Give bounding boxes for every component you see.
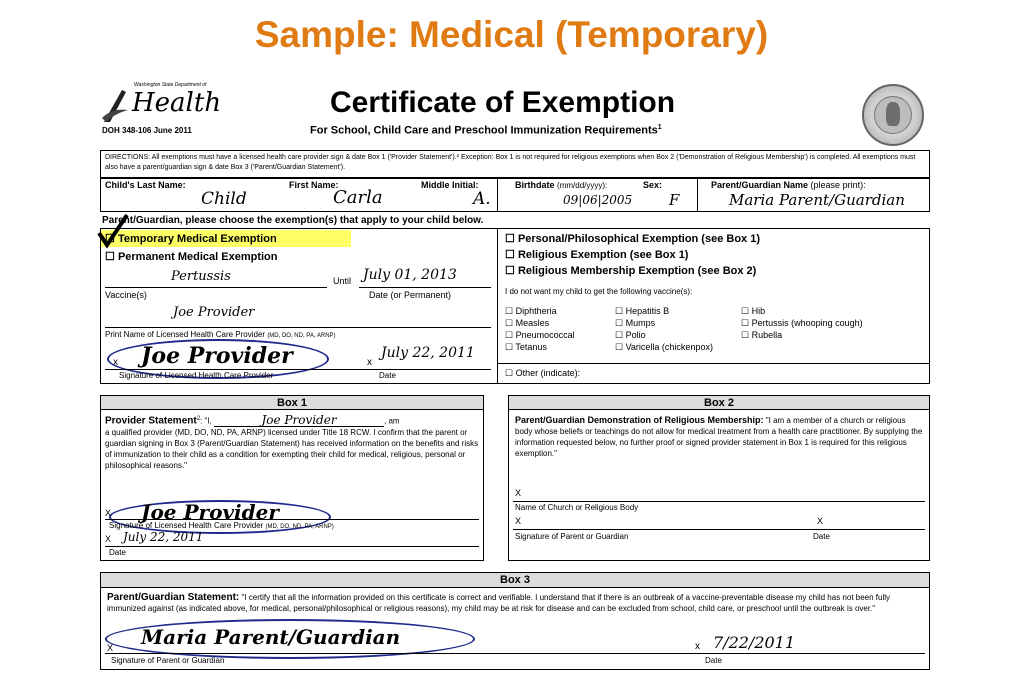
vaccine-label: Rubella	[751, 330, 783, 340]
box3-signature-label: Signature of Parent or Guardian	[111, 656, 225, 665]
checkbox-icon: ☐	[105, 251, 115, 263]
birthdate-label-text: Birthdate	[515, 180, 555, 190]
box3-signature-line	[105, 653, 925, 654]
checkbox-icon: ☐	[615, 318, 626, 328]
box3-date-label: Date	[705, 656, 722, 665]
signature-line	[105, 369, 491, 370]
logo-dept: Washington State Department of	[134, 82, 207, 88]
vaccine-line	[105, 287, 327, 288]
middle-initial-value: A.	[473, 189, 491, 209]
signature-date-label: Date	[379, 371, 396, 380]
box-2-statement	[515, 415, 925, 459]
box-3-title: Box 3	[101, 573, 929, 588]
until-line	[359, 287, 491, 288]
health-logo	[100, 80, 250, 140]
vaccine-label: Pneumococcal	[515, 330, 575, 340]
birthdate-format: (mm/dd/yyyy):	[557, 181, 608, 190]
vaccine-option-pertussis[interactable]	[741, 317, 863, 329]
religious-membership-heading: Parent/Guardian Demonstration of Religious Membership:	[515, 415, 764, 425]
checkbox-icon: ☐	[505, 318, 516, 328]
checkbox-icon: ☐	[615, 306, 626, 316]
box-3	[100, 572, 930, 670]
parent-statement-body: "I certify that all the information provided on this certificate is correct and verifiable. I understand that if there is an outbreak of a vaccine-preventable disease my child has not been fully immunized against (as indicated above, for medical, personal/philosophical or religious reasons), my child may be at risk for disease and can be excluded from school, child care, or preschool until the outbreak is over."	[107, 593, 891, 613]
other-option[interactable]	[505, 367, 580, 379]
birthdate-divider	[497, 179, 498, 211]
box1-signature-label	[109, 521, 334, 530]
box3-signature: Maria Parent/Guardian	[141, 625, 401, 649]
logo-code: DOH 348-106 June 2011	[102, 126, 192, 135]
personal-exemption-label: Personal/Philosophical Exemption (see Box 1)	[517, 233, 761, 245]
vaccine-option-varicella[interactable]	[615, 341, 713, 353]
box-2-title: Box 2	[509, 396, 929, 410]
vaccine-option-hib[interactable]	[741, 305, 765, 317]
form-title: Certificate of Exemption	[330, 86, 676, 119]
membership-exemption-option[interactable]	[505, 265, 756, 277]
checkbox-icon: ☐	[505, 368, 516, 378]
box1-signature-x: X	[105, 508, 112, 518]
provider-signature: Joe Provider	[141, 343, 293, 369]
until-value: July 01, 2013	[363, 267, 457, 283]
vaccine-option-mumps[interactable]	[615, 317, 655, 329]
box2-church-x: X	[515, 488, 522, 498]
vaccine-option-hepatitis-b[interactable]	[615, 305, 669, 317]
vaccine-value: Pertussis	[171, 269, 231, 284]
box1-date-x: X	[105, 534, 112, 544]
form-subtitle	[310, 124, 662, 137]
box3-date-x: x	[695, 641, 700, 652]
parent-statement-heading: Parent/Guardian Statement:	[107, 592, 240, 603]
middle-initial-label: Middle Initial:	[421, 180, 479, 190]
provider-statement-am: , am	[384, 416, 400, 426]
checkbox-icon: ☐	[741, 318, 752, 328]
box2-date-x: X	[817, 516, 824, 526]
box2-church-label: Name of Church or Religious Body	[515, 503, 639, 512]
guardian-name-value: Maria Parent/Guardian	[729, 191, 905, 209]
box1-signature-creds: (MD, DO, ND, PA, ARNP)	[265, 524, 334, 530]
box3-signature-x: X	[107, 643, 114, 653]
vaccine-option-polio[interactable]	[615, 329, 646, 341]
vaccine-label: Measles	[515, 318, 550, 328]
provider-statement-body: a qualified provider (MD, DO, ND, PA, ARNP) licensed under Title 18 RCW. I confirm that the parent or guardian signing in Box 3 (Parent/Guardian Statement) has received information on the benefits and risks of immunization to their child as a condition for exempting their child for medical, religious, personal or philosophical reasons."	[105, 427, 479, 470]
vaccine-label: Hib	[751, 306, 766, 316]
box-1-title: Box 1	[101, 396, 483, 410]
vaccine-label: Tetanus	[515, 342, 547, 352]
box-1	[100, 395, 484, 561]
signature-date-value: July 22, 2011	[381, 345, 475, 361]
directions-box	[100, 150, 930, 178]
provider-statement-sup: 2	[196, 416, 201, 422]
checkbox-icon: ☐	[505, 330, 516, 340]
box-2	[508, 395, 930, 561]
logo-name: Health	[132, 88, 222, 118]
vaccine-label: Hepatitis B	[625, 306, 670, 316]
exemption-options-box	[100, 228, 930, 384]
vaccine-label: Mumps	[625, 318, 656, 328]
vaccine-option-measles[interactable]	[505, 317, 549, 329]
vaccine-option-rubella[interactable]	[741, 329, 782, 341]
provider-name-line	[105, 327, 491, 328]
box1-date-value: July 22, 2011	[123, 530, 204, 544]
checkbox-icon: ☐	[741, 330, 752, 340]
box-3-statement	[107, 592, 923, 614]
checkbox-icon: ☐	[505, 249, 515, 261]
membership-exemption-label: Religious Membership Exemption (see Box 2)	[517, 265, 757, 277]
provider-name-value: Joe Provider	[173, 305, 255, 320]
signature-label: Signature of Licensed Health Care Provider	[119, 371, 274, 380]
birthdate-value: 09|06|2005	[563, 193, 633, 207]
birthdate-label	[515, 180, 607, 190]
slide-title: Sample: Medical (Temporary)	[254, 14, 769, 55]
other-divider	[498, 363, 929, 364]
vaccine-option-tetanus[interactable]	[505, 341, 547, 353]
box1-signature: Joe Provider	[141, 500, 279, 524]
signature-date-x: x	[367, 357, 372, 368]
sex-value: F	[669, 191, 680, 209]
personal-exemption-option[interactable]	[505, 233, 760, 245]
box1-provider-name: Joe Provider	[214, 415, 384, 427]
box2-church-line	[513, 501, 925, 502]
box3-date-value: 7/22/2011	[713, 633, 796, 652]
checkbox-icon: ☐	[505, 306, 516, 316]
guardian-label-text: Parent/Guardian Name	[711, 180, 809, 190]
vaccine-option-diphtheria[interactable]	[505, 305, 557, 317]
child-info-row	[100, 178, 930, 212]
box1-signature-label-text: Signature of Licensed Health Care Provider	[109, 521, 264, 530]
vaccine-note: I do not want my child to get the following vaccine(s):	[505, 287, 693, 296]
checkmark-icon	[95, 213, 131, 249]
guardian-divider	[697, 179, 698, 211]
box2-signature-x: X	[515, 516, 522, 526]
form-subtitle-text: For School, Child Care and Preschool Immunization Requirements	[310, 124, 658, 137]
vaccine-label: Diphtheria	[515, 306, 557, 316]
until-label: Until	[333, 276, 352, 286]
vaccine-label: Vaccine(s)	[105, 290, 147, 300]
provider-name-label-text: Print Name of Licensed Health Care Provider	[105, 330, 266, 339]
other-label: Other (indicate):	[515, 368, 581, 378]
checkbox-icon: ☐	[615, 330, 626, 340]
religious-exemption-label: Religious Exemption (see Box 1)	[517, 249, 689, 261]
form-subtitle-sup: 1	[657, 124, 662, 131]
checkbox-icon: ☐	[505, 342, 516, 352]
date-permanent-label: Date (or Permanent)	[369, 290, 452, 300]
box-1-statement	[105, 414, 479, 471]
options-divider	[497, 229, 498, 383]
permanent-exemption-option[interactable]	[105, 251, 277, 263]
provider-statement-heading: Provider Statement	[105, 415, 197, 427]
first-name-value: Carla	[333, 187, 383, 208]
religious-membership-body: "I am a member of a church or religious body whose beliefs or teachings do not allow for medical treatment from a health care practitioner. By supplying the information requested below, no further proof or signed provider statement in Box 1 is required for this religious exemption."	[515, 416, 923, 458]
state-seal-icon	[862, 84, 924, 146]
box1-date-line	[105, 546, 479, 547]
choose-instruction: Parent/Guardian, please choose the exemption(s) that apply to your child below.	[102, 215, 484, 226]
health-logo-icon	[100, 88, 130, 124]
box1-signature-line	[105, 519, 479, 520]
checkbox-icon: ☐	[741, 306, 752, 316]
guardian-name-label	[711, 180, 866, 190]
guardian-label-note: (please print):	[810, 180, 866, 190]
permanent-exemption-label: Permanent Medical Exemption	[117, 251, 278, 263]
directions-text: DIRECTIONS: All exemptions must have a licensed health care provider sign & date Box 1 ('Provider Statement').² Exception: Box 1 is not required for religious exemptions when Box 2 ('Demonstration of Religious Membership') is completed. All exemptions must also have a parent/guardian sign & date Box 3 ('Parent/Guardian Statement').	[105, 154, 916, 171]
last-name-label: Child's Last Name:	[105, 180, 186, 190]
box2-signature-line	[513, 529, 925, 530]
sex-label: Sex:	[643, 180, 663, 190]
checkbox-icon: ☐	[105, 233, 115, 245]
signature-x: x	[113, 357, 118, 368]
last-name-value: Child	[201, 189, 247, 209]
temporary-exemption-label: Temporary Medical Exemption	[117, 233, 277, 245]
provider-creds: (MD, DO, ND, PA, ARNP)	[267, 333, 336, 339]
vaccine-label: Varicella (chickenpox)	[625, 342, 713, 352]
vaccine-label: Pertussis (whooping cough)	[751, 318, 863, 328]
vaccine-label: Polio	[625, 330, 646, 340]
provider-statement-i: : "I,	[200, 416, 212, 426]
box2-date-label: Date	[813, 532, 830, 541]
checkbox-icon: ☐	[615, 342, 626, 352]
box1-date-label: Date	[109, 548, 126, 557]
provider-name-label	[105, 330, 336, 339]
checkbox-icon: ☐	[505, 265, 515, 277]
checkbox-icon: ☐	[505, 233, 515, 245]
first-name-label: First Name:	[289, 180, 339, 190]
vaccine-option-pneumococcal[interactable]	[505, 329, 575, 341]
religious-exemption-option[interactable]	[505, 249, 688, 261]
box2-signature-label: Signature of Parent or Guardian	[515, 532, 629, 541]
